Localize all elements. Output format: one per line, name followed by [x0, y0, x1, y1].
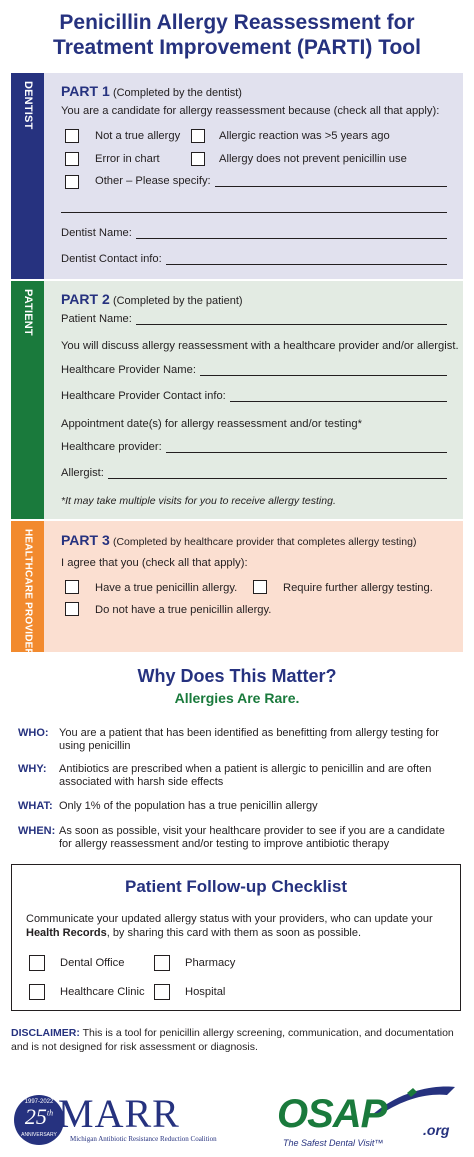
part2-note: (Completed by the patient) — [112, 295, 243, 307]
healthcare-clinic-label: Healthcare Clinic — [60, 986, 145, 998]
title-line-2: Treatment Improvement (PARTI) Tool — [53, 36, 421, 59]
part1-section — [11, 73, 463, 279]
checklist-title: Patient Follow-up Checklist — [125, 877, 347, 896]
not-true-allergy-checkbox[interactable] — [65, 129, 79, 143]
osap-org: .org — [423, 1122, 450, 1138]
healthcare-provider-row — [61, 441, 447, 453]
dentist-name-row — [61, 227, 447, 239]
hospital-label: Hospital — [185, 986, 226, 998]
not-prevent-penicillin-label: Allergy does not prevent penicillin use — [219, 153, 407, 165]
other-specify-field[interactable] — [215, 175, 447, 187]
dentist-contact-label: Dentist Contact info: — [61, 253, 162, 265]
marr-anniv-sup: th — [46, 1108, 54, 1118]
followup-checklist — [11, 864, 461, 1011]
osap-tagline: The Safest Dental Visit™ — [283, 1138, 384, 1148]
why-title: Why Does This Matter? — [137, 666, 337, 686]
dental-office-checkbox[interactable] — [29, 955, 45, 971]
why-subtitle: Allergies Are Rare. — [174, 690, 300, 706]
checklist-text-a: Communicate your updated allergy status with your providers, who can update your — [26, 913, 433, 925]
allergist-label: Allergist: — [61, 467, 104, 479]
not-true-penicillin-checkbox[interactable] — [65, 602, 79, 616]
not-prevent-penicillin-checkbox[interactable] — [191, 152, 205, 166]
healthcare-clinic-checkbox[interactable] — [29, 984, 45, 1000]
part3-side-tab — [11, 521, 44, 656]
not-true-penicillin-label: Do not have a true penicillin allergy. — [95, 604, 272, 616]
part3-content — [61, 521, 447, 652]
part2-footnote: *It may take multiple visits for you to receive allergy testing. — [61, 495, 336, 507]
what-key: WHAT: — [18, 800, 53, 812]
healthcare-provider-field[interactable] — [166, 441, 447, 453]
when-value: As soon as possible, visit your healthcare provider to see if you are a candidate for allergy reassessment and/or testing to improve antibiotic therapy — [59, 825, 445, 850]
marr-anniv-number — [14, 1104, 64, 1130]
not-true-allergy-label: Not a true allergy — [95, 130, 181, 142]
part3-side-label: HEALTHCARE PROVIDER — [22, 529, 33, 656]
further-testing-label: Require further allergy testing. — [283, 582, 433, 594]
title-line-1: Penicillin Allergy Reassessment for — [59, 11, 415, 34]
other-specify-label: Other – Please specify: — [95, 175, 211, 187]
part2-side-tab — [11, 281, 44, 519]
part2-title: PART 2 — [61, 291, 110, 307]
pharmacy-label: Pharmacy — [185, 957, 236, 969]
true-allergy-label: Have a true penicillin allergy. — [95, 582, 238, 594]
part3-section — [11, 521, 463, 656]
what-value: Only 1% of the population has a true penicillin allergy — [59, 800, 318, 812]
other-checkbox[interactable] — [65, 175, 79, 189]
part1-title: PART 1 — [61, 83, 110, 99]
further-testing-checkbox[interactable] — [253, 580, 267, 594]
allergist-field[interactable] — [108, 467, 447, 479]
health-records-text: Health Records — [26, 927, 107, 939]
when-key: WHEN: — [18, 825, 56, 837]
part2-heading — [61, 291, 243, 307]
marr-anniv-value: 25 — [24, 1104, 47, 1129]
other-specify-line-2[interactable] — [61, 201, 447, 213]
dentist-name-label: Dentist Name: — [61, 227, 132, 239]
dental-office-label: Dental Office — [60, 957, 125, 969]
dentist-contact-row — [61, 253, 447, 265]
hp-name-field[interactable] — [200, 364, 447, 376]
why-key: WHY: — [18, 763, 47, 775]
patient-name-field[interactable] — [136, 313, 447, 325]
hp-contact-field[interactable] — [230, 390, 447, 402]
error-in-chart-checkbox[interactable] — [65, 152, 79, 166]
error-in-chart-label: Error in chart — [95, 153, 160, 165]
part3-note: (Completed by healthcare provider that completes allergy testing) — [112, 536, 417, 548]
page-title — [0, 10, 474, 60]
allergist-row — [61, 467, 447, 479]
why-value: Antibiotics are prescribed when a patient is allergic to penicillin and are often associated with harsh side effects — [59, 763, 432, 788]
part3-heading — [61, 532, 416, 548]
part2-content — [61, 281, 459, 519]
part1-side-tab — [11, 73, 44, 279]
marr-years: 1997-2022 — [24, 1099, 54, 1105]
part2-section — [11, 281, 463, 519]
who-value: You are a patient that has been identified as benefitting from allergy testing for using penicillin — [59, 727, 439, 752]
hp-contact-label: Healthcare Provider Contact info: — [61, 390, 226, 402]
checklist-text-c: , by sharing this card with them as soon as possible. — [106, 927, 362, 939]
reaction-5-years-checkbox[interactable] — [191, 129, 205, 143]
dentist-name-field[interactable] — [136, 227, 447, 239]
part1-heading — [61, 83, 242, 99]
part1-note: (Completed by the dentist) — [112, 87, 242, 99]
part1-content — [61, 73, 447, 279]
healthcare-provider-label: Healthcare provider: — [61, 441, 162, 453]
hp-name-row — [61, 364, 447, 376]
patient-name-row — [61, 313, 447, 325]
marr-anniversary-seal — [14, 1095, 64, 1145]
part2-side-label: PATIENT — [21, 289, 34, 336]
marr-fullname: Michigan Antibiotic Resistance Reduction Coalition — [70, 1135, 217, 1143]
checklist-text — [26, 912, 446, 940]
marr-logo — [14, 1091, 217, 1151]
hospital-checkbox[interactable] — [154, 984, 170, 1000]
appointment-text: Appointment date(s) for allergy reassessment and/or testing* — [61, 418, 362, 430]
hp-contact-row — [61, 390, 447, 402]
hp-name-label: Healthcare Provider Name: — [61, 364, 196, 376]
marr-name: MARR — [58, 1091, 180, 1136]
who-key: WHO: — [18, 727, 49, 739]
reaction-5-years-label: Allergic reaction was >5 years ago — [219, 130, 390, 142]
osap-name: OSAP — [277, 1092, 387, 1136]
discuss-text: You will discuss allergy reassessment with a healthcare provider and/or allergist. — [61, 340, 459, 352]
pharmacy-checkbox[interactable] — [154, 955, 170, 971]
patient-name-label: Patient Name: — [61, 313, 132, 325]
dentist-contact-field[interactable] — [166, 253, 447, 265]
disclaimer — [11, 1026, 463, 1054]
part1-intro: You are a candidate for allergy reassessment because (check all that apply): — [61, 105, 440, 117]
disclaimer-label: DISCLAIMER: — [11, 1027, 80, 1039]
disclaimer-text: This is a tool for penicillin allergy screening, communication, and documentation and is not designed for risk assessment or diagnosis. — [11, 1027, 454, 1053]
part3-title: PART 3 — [61, 532, 110, 548]
marr-anniv-word: ANNIVERSARY — [21, 1132, 57, 1138]
true-allergy-checkbox[interactable] — [65, 580, 79, 594]
osap-logo — [277, 1083, 462, 1153]
other-specify-row — [95, 175, 447, 187]
part1-side-label: DENTIST — [21, 81, 34, 130]
agree-text: I agree that you (check all that apply): — [61, 557, 248, 569]
